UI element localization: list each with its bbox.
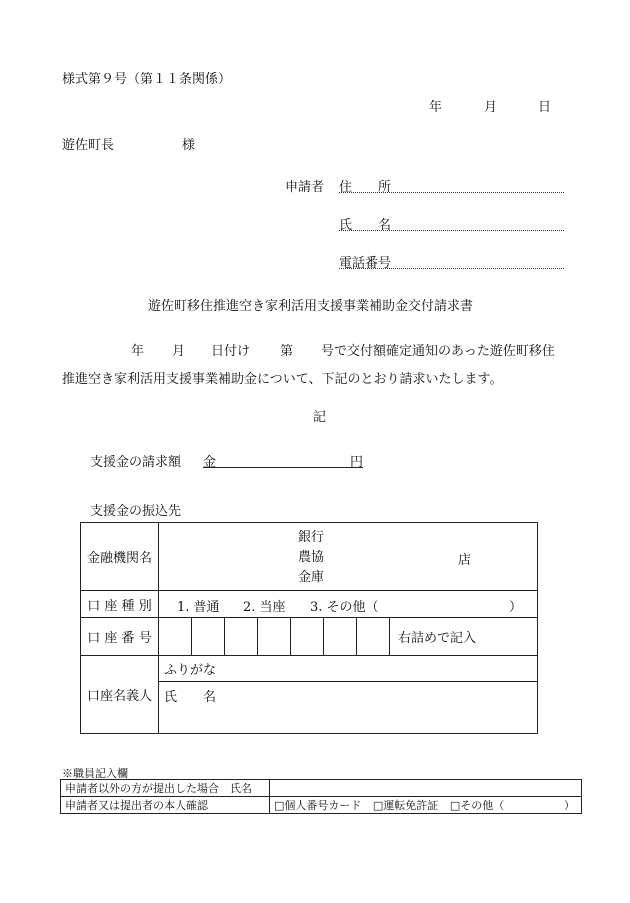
- document-title: 遊佐町移住推進空き家利活用支援事業補助金交付請求書: [148, 299, 474, 314]
- ki-label: 記: [313, 410, 327, 425]
- check-other-close: ）: [564, 799, 575, 812]
- check-mynumber-card[interactable]: □個人番号カード: [274, 799, 362, 812]
- account-type-field[interactable]: [159, 591, 538, 618]
- option-futsuu[interactable]: 1. 普通: [177, 600, 220, 615]
- amount-prefix: 金: [203, 455, 217, 470]
- furigana-label: ふりがな: [164, 663, 217, 678]
- type-bank: 銀行: [298, 530, 325, 545]
- institution-field[interactable]: [159, 523, 538, 591]
- type-kinko: 金庫: [298, 570, 325, 585]
- account-type-label: 口 座 種 別: [81, 591, 159, 618]
- body-no: 第: [280, 344, 294, 359]
- body-line2: 推進空き家利活用支援事業補助金について、下記のとおり請求いたします。: [62, 372, 503, 387]
- staff-row1-label: 申請者以外の方が提出した場合 氏名: [61, 780, 270, 797]
- body-day: 日付け: [211, 344, 251, 359]
- staff-row1-field[interactable]: [270, 780, 582, 797]
- institution-label: 金融機関名: [81, 523, 159, 591]
- branch-label: 店: [458, 553, 472, 568]
- holder-label: 口座名義人: [81, 656, 159, 734]
- check-other[interactable]: □その他（: [449, 799, 505, 812]
- option-other-close: ）: [509, 600, 523, 615]
- request-amount-field[interactable]: [203, 451, 363, 468]
- institution-types: [298, 528, 324, 588]
- body-month: 月: [172, 344, 186, 359]
- transfer-heading: 支援金の振込先: [90, 504, 182, 519]
- bank-table: [80, 522, 538, 734]
- account-number-note: 右詰めで記入: [390, 618, 538, 656]
- staff-row2-label: 申請者又は提出者の本人確認: [61, 797, 270, 814]
- phone-field[interactable]: [339, 252, 564, 269]
- body-line1-rest: 号で交付額確定通知のあった遊佐町移住: [321, 344, 555, 359]
- staff-row2-field[interactable]: [270, 797, 582, 814]
- account-digit-5[interactable]: [291, 618, 324, 656]
- account-digit-4[interactable]: [258, 618, 291, 656]
- account-digit-1[interactable]: [159, 618, 192, 656]
- date-month-label: 月: [484, 100, 498, 115]
- addressee-honorific: 様: [182, 138, 196, 153]
- staff-table: [60, 779, 582, 814]
- holder-furigana-field[interactable]: [159, 656, 538, 682]
- applicant-label: 申請者: [285, 180, 325, 195]
- holder-name-field[interactable]: [159, 682, 538, 734]
- request-amount-label: 支援金の請求額: [90, 455, 182, 470]
- account-number-label: 口 座 番 号: [81, 618, 159, 656]
- name-field[interactable]: [339, 214, 564, 231]
- account-digit-7[interactable]: [357, 618, 390, 656]
- option-touza[interactable]: 2. 当座: [243, 600, 286, 615]
- body-year: 年: [131, 344, 145, 359]
- account-digit-3[interactable]: [225, 618, 258, 656]
- date-year-label: 年: [429, 100, 443, 115]
- date-day-label: 日: [538, 100, 552, 115]
- phone-label: 電話番号: [339, 256, 392, 271]
- form-number: 様式第９号（第１１条関係）: [62, 72, 232, 87]
- check-drivers-license[interactable]: □運転免許証: [372, 799, 439, 812]
- name-label: 氏 名: [339, 218, 392, 233]
- staff-heading: ※職員記入欄: [62, 767, 128, 780]
- holder-name-label: 氏 名: [164, 690, 217, 705]
- addressee-name: 遊佐町長: [62, 138, 115, 153]
- amount-suffix: 円: [349, 455, 363, 470]
- address-label: 住 所: [339, 180, 392, 195]
- type-noukyou: 農協: [298, 550, 325, 565]
- account-digit-6[interactable]: [324, 618, 357, 656]
- account-digit-2[interactable]: [192, 618, 225, 656]
- option-other[interactable]: 3. その他（: [310, 600, 379, 615]
- address-field[interactable]: [339, 176, 564, 193]
